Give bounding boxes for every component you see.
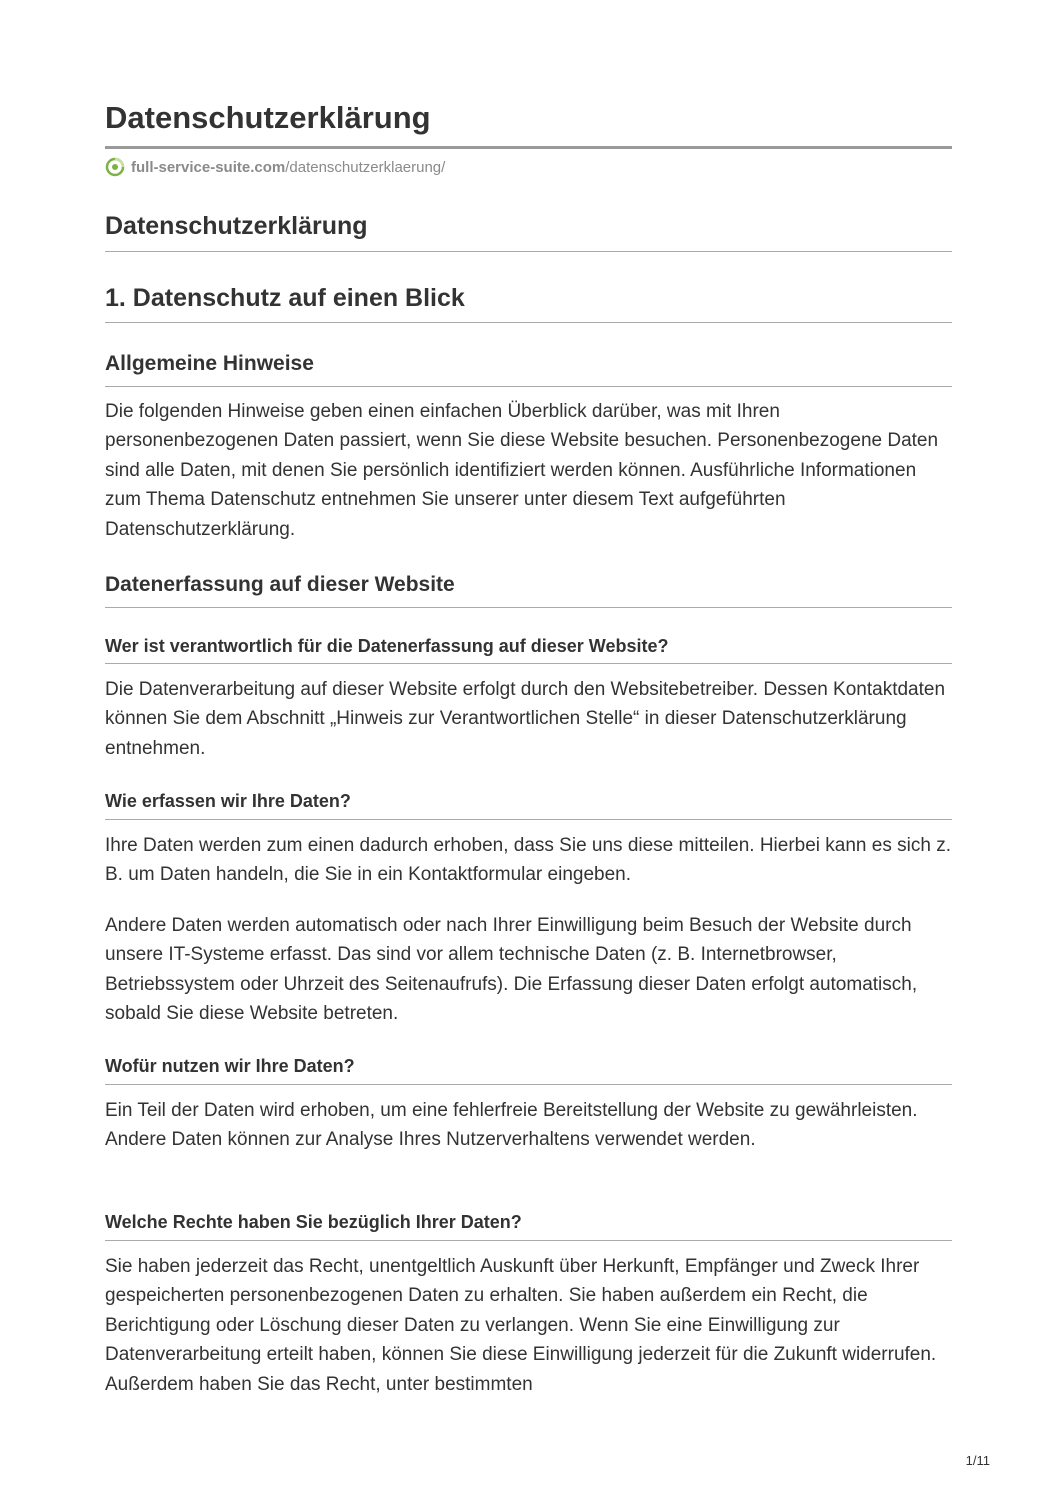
source-url[interactable] bbox=[105, 156, 445, 178]
general-divider bbox=[105, 386, 952, 387]
rights-divider bbox=[105, 1240, 952, 1241]
title-divider bbox=[105, 146, 952, 149]
responsible-text: Die Datenverarbeitung auf dieser Website erfolgt durch den Websitebetreiber. Dessen Kontaktdaten können Sie dem Abschnitt „Hinweis zur Verantwortlichen Stelle“ in dieser Datenschutzerklärung entnehmen. bbox=[105, 679, 946, 759]
responsible-heading: Wer ist verantwortlich für die Datenerfassung auf dieser Website? bbox=[105, 636, 669, 656]
section1-divider bbox=[105, 322, 952, 323]
site-favicon-icon bbox=[105, 157, 125, 177]
document-title: Datenschutzerklärung bbox=[105, 100, 431, 135]
how-text-1: Ihre Daten werden zum einen dadurch erhoben, dass Sie uns diese mitteilen. Hierbei kann es sich z. B. um Daten handeln, die Sie in ein Kontaktformular eingeben. bbox=[105, 835, 951, 886]
general-heading: Allgemeine Hinweise bbox=[105, 352, 314, 375]
collection-heading: Datenerfassung auf dieser Website bbox=[105, 573, 455, 596]
use-text: Ein Teil der Daten wird erhoben, um eine fehlerfreie Bereitstellung der Website zu gewährleisten. Andere Daten können zur Analyse Ihres Nutzerverhaltens verwendet werden. bbox=[105, 1100, 918, 1151]
collection-divider bbox=[105, 607, 952, 608]
rights-text: Sie haben jederzeit das Recht, unentgeltlich Auskunft über Herkunft, Empfänger und Zweck Ihrer gespeicherten personenbezogenen Daten zu erhalten. Sie haben außerdem ein Recht, die Berichtigung oder Löschung dieser Daten zu verlangen. Wenn Sie eine Einwilligung zur Datenverarbeitung erteilt haben, können Sie diese Einwilligung jederzeit für die Zukunft widerrufen. Außerdem haben Sie das Recht, unter bestimmten bbox=[105, 1256, 937, 1395]
how-divider bbox=[105, 819, 952, 820]
use-divider bbox=[105, 1084, 952, 1085]
responsible-divider bbox=[105, 663, 952, 664]
how-text-2: Andere Daten werden automatisch oder nach Ihrer Einwilligung beim Besuch der Website durch unsere IT-Systeme erfasst. Das sind vor allem technische Daten (z. B. Internetbrowser, Betriebssystem oder Uhrzeit des Seitenaufrufs). Die Erfassung dieser Daten erfolgt automatisch, sobald Sie diese Website betreten. bbox=[105, 915, 918, 1025]
url-path: /datenschutzerklaerung/ bbox=[285, 158, 446, 176]
page-number: 1/11 bbox=[965, 1453, 990, 1468]
url-domain: full-service-suite.com bbox=[131, 158, 286, 176]
rights-heading: Welche Rechte haben Sie bezüglich Ihrer Daten? bbox=[105, 1212, 522, 1232]
how-heading: Wie erfassen wir Ihre Daten? bbox=[105, 791, 351, 811]
main-heading: Datenschutzerklärung bbox=[105, 212, 368, 240]
use-heading: Wofür nutzen wir Ihre Daten? bbox=[105, 1056, 355, 1076]
section1-heading: 1. Datenschutz auf einen Blick bbox=[105, 284, 465, 312]
main-heading-divider bbox=[105, 251, 952, 252]
general-text: Die folgenden Hinweise geben einen einfachen Überblick darüber, was mit Ihren personenbezogenen Daten passiert, wenn Sie diese Website besuchen. Personenbezogene Daten sind alle Daten, mit denen Sie persönlich identifiziert werden können. Ausführliche Informationen zum Thema Datenschutz entnehmen Sie unserer unter diesem Text aufgeführten Datenschutzerklärung. bbox=[105, 401, 939, 540]
